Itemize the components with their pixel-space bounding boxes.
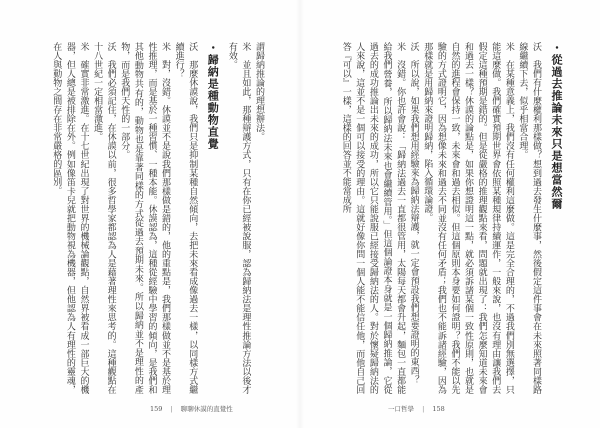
page-number: 159 [150,405,163,413]
section-heading: ・從過去推論未來只是想當然爾 [550,42,563,210]
dialogue-paragraph: 謂歸納推論的理想辦法。 [254,42,264,141]
dialogue-paragraph: 米 對，沒錯。休謨並不是說我們那樣做是錯的，他的重點是，我們那樣做並不是基於理性推理，而是基於一種習慣、一種本能。休謨認為，這種從經驗中學習的傾向，是我們和其他動物共有的，動物也是靠著同樣的方式從過去預期未來。所以歸納並不是理性的產物，而是我們天性的一部分。 [119,42,171,394]
dialogue-paragraph: 沃 我們必須記住，在休謨以前，很多哲學家都認為人是藉著理性來思考的。這種觀點在十八世紀一定相當激進。 [92,42,116,394]
left-page [53,42,265,394]
dialogue-paragraph: 沃 所以說，如果我們想用經驗來為歸納法辯護，就一定會預設我們想要證明的東西？ [408,42,419,384]
book-title: 一口哲學 [388,405,414,413]
left-page-footer [150,404,233,413]
footer-separator: | [170,405,173,413]
section-heading: ・歸納是種動物直覺 [206,42,220,150]
dialogue-paragraph: 沃 我們有什麼權利那樣做？想到過去發生什麼事，然後假定這件事會在未來照著同樣路線繼續下去，似乎相當合理。 [517,42,541,394]
right-page [328,42,568,394]
right-page-footer [388,404,445,413]
dialogue-paragraph: 米 確實非常激進。在十七世紀出現了對世界的機械論觀點，自然界被看成一部巨大的機器，但人總是被排除在外。例如像笛卡兒就把動物視為機器，但他認為人有理性的靈魂，在人與動物之間存在非常嚴格的區別。 [51,42,89,394]
chapter-title: 聊聊休謨的直覺性 [180,405,233,413]
dialogue-paragraph: 米 沒錯。你也許會說：「歸納法過去一直都很管用，太陽每天都會升起，麵包一直都能給我們營養，所以歸納法未來也會繼續管用。」但這個論證本身就是一個歸納推論，它從過去的成功推論出未來的成功，所以它只能說服已經接受歸納法的人。對於懷疑歸納法的人來說，這並不是一個可以接受的理由。這就好像你問一個人能不能信任他，而他自己回答『可以』一樣，這樣的回答並不能當成所 [340,42,406,394]
page-number: 158 [432,405,445,413]
dialogue-paragraph: 米 在某種意義上，我們沒有任何權利這麼做。這是完全合理的，不過我們別無選擇，只能這麼做。我們確實預期世界會依照某種規律持續運作，一般來說，也沒有理由讓我們去假定這種預期是錯的。但是從嚴格的推理觀點來看，問題就出現了：我們怎麼知道未來會和過去一樣？休謨的論點是，如果你想證明這一點，就必須訴諸某個一致性原則，也就是自然的進程會保持一致，未來會和過去相似。但這個原則本身要如何證明？我們不能以先驗的方式證明它，因為想像未來和過去不同並沒有任何矛盾；我們也不能訴諸經驗，因為那樣就是用歸納來證明歸納，陷入循環論證。 [422,42,514,394]
book-gutter [296,0,304,428]
footer-separator: | [422,405,425,413]
dialogue-paragraph: 米 並且如此，那種辯護方式，只有在你已經被說服，認為歸納法是理性推論方法以後才有效。 [226,42,251,394]
dialogue-paragraph: 沃 那麼休謨說，我們只是抑制某種自然傾向，去把未來看成像過去一樣，以同樣方式繼續進行？ [173,42,198,394]
